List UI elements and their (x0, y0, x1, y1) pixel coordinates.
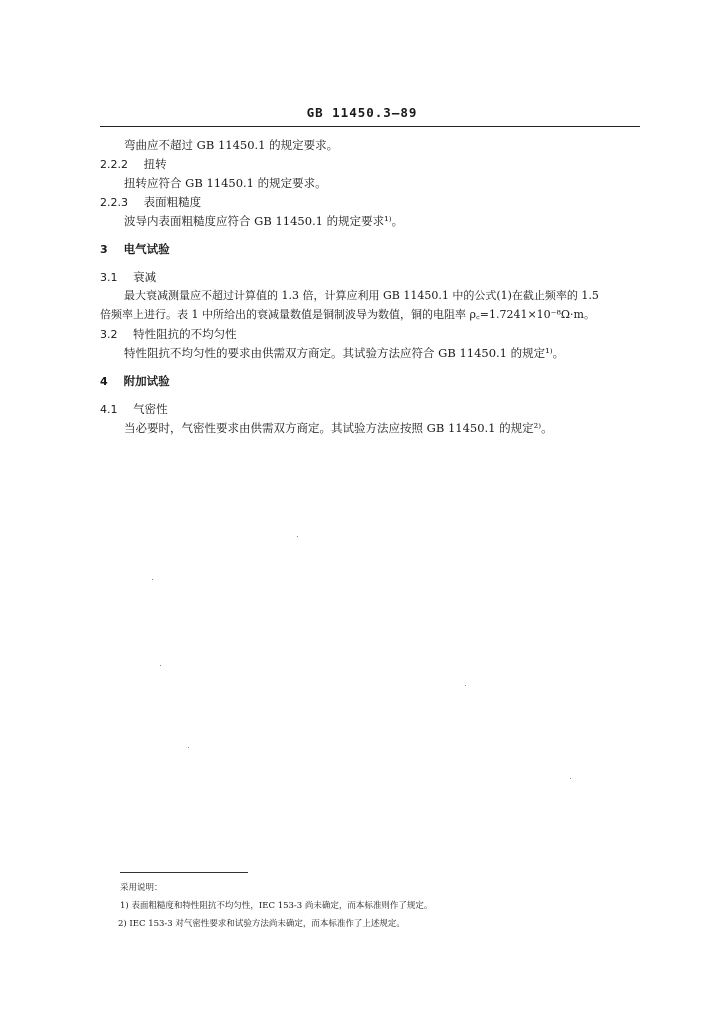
section-3-heading (100, 242, 170, 257)
scan-speck (160, 665, 161, 666)
scan-speck (188, 747, 189, 748)
paragraph-bending: 弯曲应不超过 GB 11450.1 的规定要求。 (124, 138, 339, 152)
footnote-2: 2) IEC 153-3 对气密性要求和试验方法尚未确定，而本标准作了上述规定。 (118, 919, 405, 929)
paragraph-airtightness: 当必要时，气密性要求由供需双方商定。其试验方法应按照 GB 11450.1 的规定²⁾。 (124, 421, 553, 435)
page-header: GB 11450.3—89 (306, 105, 418, 120)
section-title: 附加试验 (123, 374, 170, 388)
paragraph-roughness: 波导内表面粗糙度应符合 GB 11450.1 的规定要求¹⁾。 (124, 214, 404, 228)
section-2-2-2-heading (100, 157, 167, 172)
scan-speck (570, 778, 571, 779)
section-number: 3.1 (100, 271, 118, 284)
section-2-2-3-heading (100, 195, 201, 210)
section-number: 3.2 (100, 328, 118, 341)
section-4-heading (100, 374, 170, 389)
scan-speck (297, 536, 298, 537)
section-number: 4 (100, 375, 108, 388)
section-title: 扭转 (143, 157, 167, 171)
section-title: 衰减 (133, 270, 157, 284)
scan-speck (465, 685, 466, 686)
section-3-2-heading (100, 327, 237, 342)
paragraph-attenuation-line-2: 倍频率上进行。表 1 中所给出的衰减量数值是铜制波导为数值，铜的电阻率 ρ꜀=1.7241×10⁻⁸Ω·m。 (100, 308, 595, 321)
section-title: 特性阻抗的不均匀性 (133, 327, 237, 341)
footnote-rule (120, 872, 248, 873)
paragraph-impedance: 特性阻抗不均匀性的要求由供需双方商定。其试验方法应符合 GB 11450.1 的规定¹⁾。 (124, 346, 565, 360)
section-number: 4.1 (100, 403, 118, 416)
section-3-1-heading (100, 270, 156, 285)
paragraph-attenuation-line-1: 最大衰减测量应不超过计算值的 1.3 倍，计算应利用 GB 11450.1 中的公式(1)在截止频率的 1.5 (124, 289, 599, 302)
section-title: 气密性 (133, 402, 168, 416)
paragraph-twist: 扭转应符合 GB 11450.1 的规定要求。 (124, 176, 327, 190)
footnote-heading: 采用说明： (120, 883, 163, 893)
header-rule (100, 126, 640, 127)
section-title: 表面粗糙度 (143, 195, 202, 209)
section-4-1-heading (100, 402, 168, 417)
section-number: 3 (100, 243, 108, 256)
section-title: 电气试验 (123, 242, 170, 256)
scan-speck (152, 579, 153, 580)
section-number: 2.2.2 (100, 158, 128, 171)
footnote-1: 1) 表面粗糙度和特性阻抗不均匀性，IEC 153-3 尚未确定，而本标准则作了规定。 (120, 901, 433, 911)
section-number: 2.2.3 (100, 196, 128, 209)
